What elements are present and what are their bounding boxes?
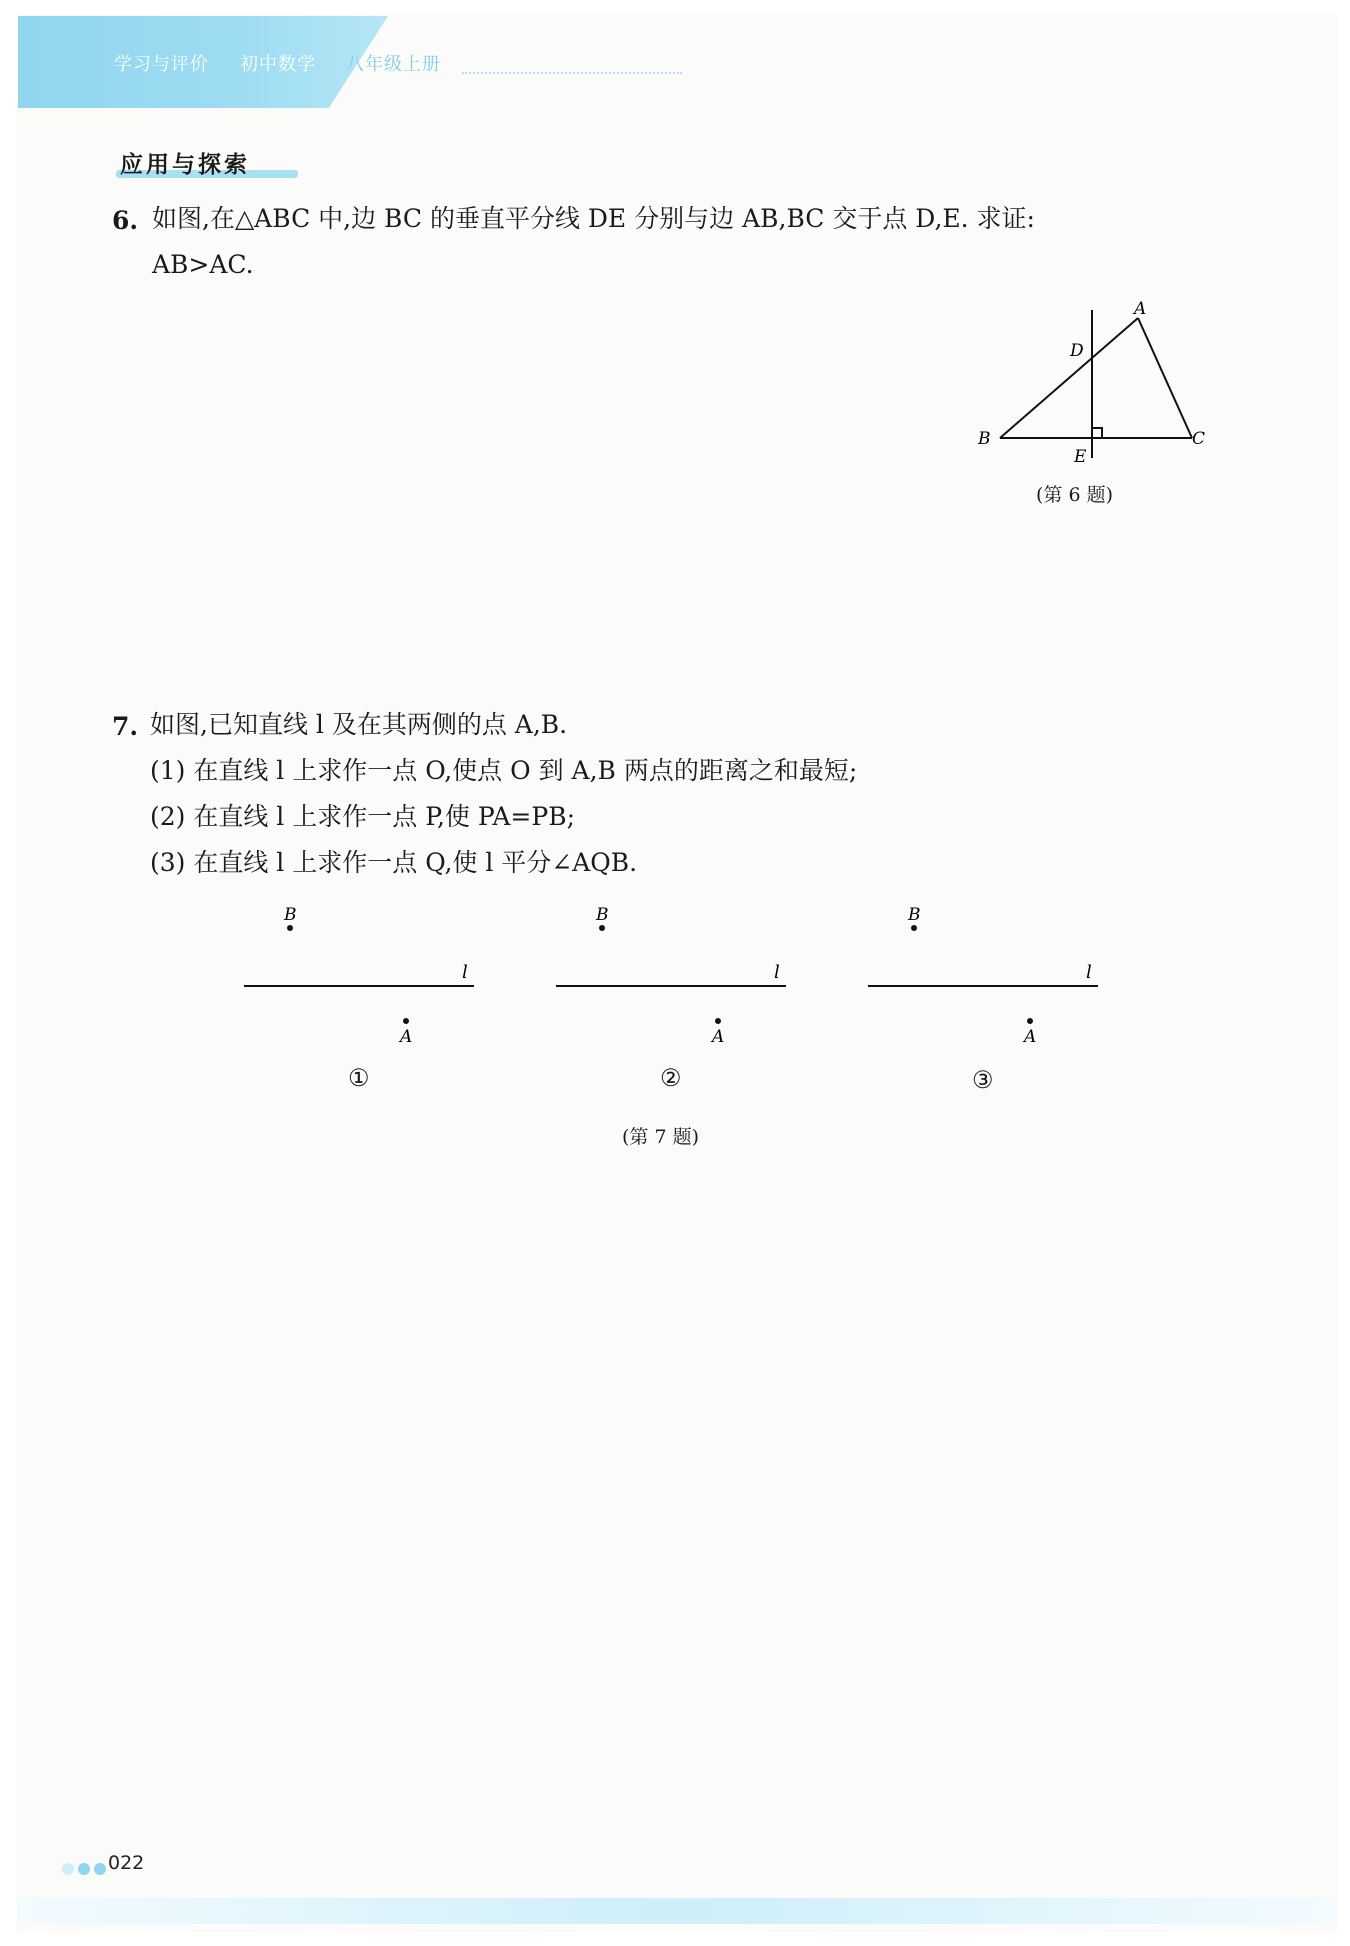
- q7-fig1-label-B: B: [284, 905, 297, 925]
- q7-subfigure-2-number: ②: [660, 1064, 682, 1092]
- q6-segment-BA: [1000, 318, 1138, 438]
- header-subject: 初中数学: [240, 54, 316, 75]
- q7-fig2-point-B: [599, 925, 605, 931]
- q6-label-C: C: [1192, 429, 1206, 449]
- q7-fig3-label-A: A: [1024, 1027, 1037, 1047]
- q6-caption: (第 6 题): [1036, 484, 1113, 506]
- q7-intro: 如图,已知直线 l 及在其两侧的点 A,B.: [150, 710, 568, 739]
- q7-fig1-point-A: [403, 1018, 409, 1024]
- page-dot-2: [78, 1863, 90, 1875]
- q7-subfigure-3: [864, 898, 1114, 1048]
- q7-part-2: (2) 在直线 l 上求作一点 P,使 PA=PB;: [150, 802, 575, 831]
- q6-number: 6.: [112, 206, 139, 235]
- footer-band: [18, 1898, 1336, 1924]
- q7-fig3-point-B: [911, 925, 917, 931]
- q6-text-line2: AB>AC.: [152, 250, 254, 279]
- q7-fig2-label-l: l: [774, 962, 780, 983]
- q7-fig2-label-A: A: [712, 1027, 725, 1047]
- q6-label-B: B: [978, 429, 991, 449]
- q7-part-1: (1) 在直线 l 上求作一点 O,使点 O 到 A,B 两点的距离之和最短;: [150, 756, 858, 785]
- q6-segment-AC: [1138, 318, 1192, 438]
- q7-fig2-point-A: [715, 1018, 721, 1024]
- q7-fig2-label-B: B: [596, 905, 609, 925]
- q7-part-3: (3) 在直线 l 上求作一点 Q,使 l 平分∠AQB.: [150, 848, 638, 877]
- page-number: 022: [108, 1852, 145, 1874]
- page-number-dots: [62, 1860, 110, 1879]
- q7-fig3-label-B: B: [908, 905, 921, 925]
- q7-subfigure-1: [240, 898, 490, 1048]
- q6-figure: [960, 290, 1220, 470]
- q7-subfigure-1-number: ①: [348, 1064, 370, 1092]
- q7-fig1-label-l: l: [462, 962, 468, 983]
- q7-fig1-point-B: [287, 925, 293, 931]
- q7-caption: (第 7 题): [622, 1126, 699, 1148]
- q6-right-angle-mark: [1092, 428, 1102, 438]
- q6-label-E: E: [1074, 447, 1087, 467]
- page-dot-3: [94, 1863, 106, 1875]
- q7-fig3-label-l: l: [1086, 962, 1092, 983]
- q7-subfigure-2: [552, 898, 802, 1048]
- q7-fig1-label-A: A: [400, 1027, 413, 1047]
- section-title: 应用与探索: [120, 152, 250, 178]
- q7-number: 7.: [112, 712, 139, 741]
- header-dotted-line: [462, 72, 682, 74]
- q6-label-A: A: [1134, 299, 1147, 319]
- header-grade: 八年级上册: [346, 54, 441, 75]
- header-series: 学习与评价: [114, 54, 209, 75]
- q7-subfigure-3-number: ③: [972, 1066, 994, 1094]
- page-dot-1: [62, 1863, 74, 1875]
- q7-fig3-point-A: [1027, 1018, 1033, 1024]
- q6-label-D: D: [1070, 341, 1084, 361]
- q6-text-line1: 如图,在△ABC 中,边 BC 的垂直平分线 DE 分别与边 AB,BC 交于点 D,E. 求证:: [152, 204, 1035, 233]
